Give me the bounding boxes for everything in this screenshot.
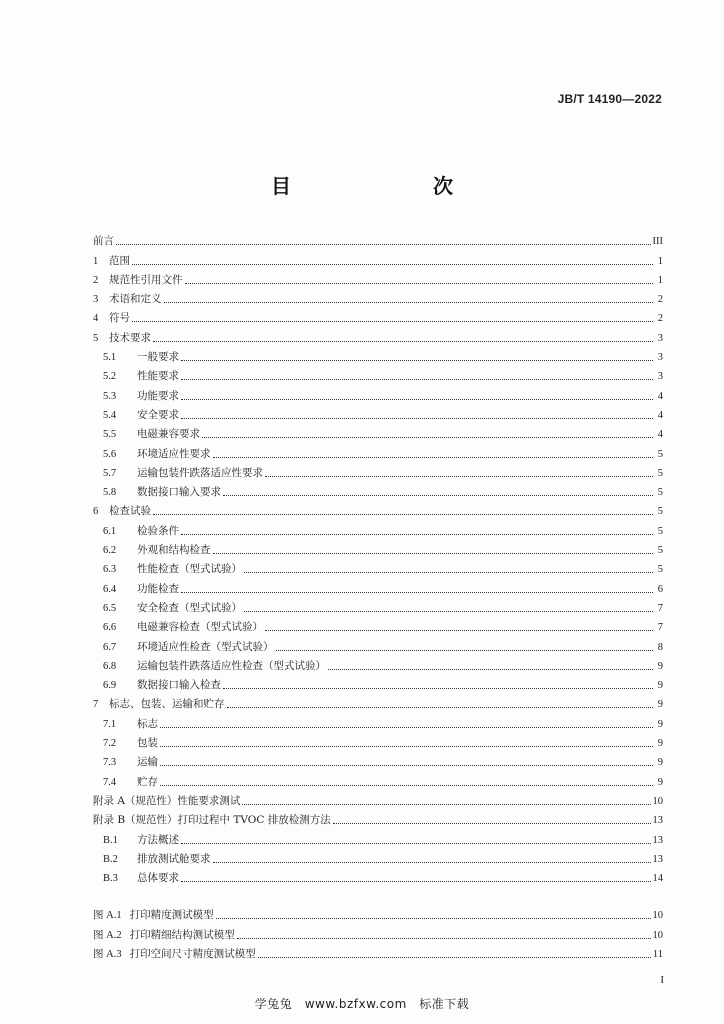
- toc-entry-title: 运输包装件跌落适应性要求: [137, 466, 263, 479]
- toc-entry-number: 5.8: [103, 487, 117, 499]
- toc-entry-number: 5.5: [103, 429, 117, 441]
- toc-entry-page: 9: [657, 738, 663, 750]
- toc-entry-page: 2: [657, 294, 663, 306]
- toc-entry-page: 4: [657, 429, 663, 441]
- toc-entry-page: 5: [657, 525, 663, 537]
- toc-entry-page: 9: [657, 757, 663, 769]
- dot-leader: [181, 843, 651, 844]
- toc-entry-number: 5: [93, 332, 99, 344]
- dot-leader: [328, 669, 653, 670]
- toc-entry[interactable]: [93, 634, 663, 653]
- toc-entry[interactable]: [93, 518, 663, 537]
- toc-entry-page: 3: [657, 371, 663, 383]
- dot-leader: [213, 862, 651, 863]
- toc-entry-title: 附录 A（规范性）性能要求测试: [93, 794, 241, 807]
- dot-leader: [160, 727, 653, 728]
- dot-leader: [185, 283, 654, 284]
- toc-entry-title: 标志、包装、运输和贮存: [109, 698, 225, 711]
- toc-entry-title: 标志: [137, 717, 158, 730]
- toc-entry-title: 检查试验: [109, 505, 151, 518]
- toc-entry[interactable]: [93, 287, 663, 306]
- dot-leader: [202, 437, 653, 438]
- toc-entry[interactable]: [93, 461, 663, 480]
- dot-leader: [181, 534, 653, 535]
- toc-entry-title: 包装: [137, 737, 158, 750]
- dot-leader: [223, 688, 653, 689]
- toc-entry[interactable]: [93, 441, 663, 460]
- dot-leader: [132, 321, 653, 322]
- toc-entry-title: 功能要求: [137, 389, 179, 402]
- toc-entry-title: 打印精度测试模型: [129, 909, 214, 922]
- section-gap: [93, 885, 663, 903]
- toc-entry-title: 方法概述: [137, 833, 179, 846]
- toc-entry-page: 13: [652, 834, 663, 846]
- toc-entry-title: 外观和结构检查: [137, 544, 211, 557]
- toc-entry-number: 6.2: [103, 545, 117, 557]
- toc-entry-title: 检验条件: [137, 524, 179, 537]
- toc-entry-title: 性能要求: [137, 370, 179, 383]
- toc-entry[interactable]: [93, 808, 663, 827]
- dot-leader: [164, 302, 654, 303]
- toc-entry-title: 功能检查: [137, 582, 179, 595]
- toc-entry-page: 3: [657, 332, 663, 344]
- toc-entry-number: 6.4: [103, 583, 117, 595]
- toc-entry-page: 14: [652, 873, 663, 885]
- toc-entry-page: 13: [652, 853, 663, 865]
- dot-leader: [116, 244, 651, 245]
- toc-entry[interactable]: [93, 654, 663, 673]
- toc-entry-title: 性能检查（型式试验）: [137, 563, 242, 576]
- dot-leader: [132, 264, 653, 265]
- dot-leader: [244, 572, 653, 573]
- toc-entry-number: 6.7: [103, 641, 117, 653]
- dot-leader: [216, 918, 651, 919]
- toc-entry-page: 7: [657, 622, 663, 634]
- toc-entry[interactable]: [93, 306, 663, 325]
- toc-entry-title: 环境适应性要求: [137, 447, 211, 460]
- toc-entry[interactable]: [93, 673, 663, 692]
- toc-entry-title: 范围: [109, 254, 130, 267]
- toc-entry-number: 图 A.1: [93, 910, 122, 922]
- toc-entry[interactable]: [93, 789, 663, 808]
- table-of-contents: [93, 229, 663, 961]
- toc-entry-page: 1: [657, 255, 663, 267]
- toc-entry-title: 总体要求: [137, 872, 179, 885]
- toc-entry-title: 环境适应性检查（型式试验）: [137, 640, 274, 653]
- toc-entry-title: 数据接口输入要求: [137, 486, 221, 499]
- dot-leader: [258, 957, 651, 958]
- dot-leader: [242, 804, 650, 805]
- toc-entry-number: 6.8: [103, 660, 117, 672]
- toc-entry[interactable]: [93, 903, 663, 922]
- toc-entry-title: 规范性引用文件: [109, 273, 183, 286]
- toc-entry-number: 5.1: [103, 352, 117, 364]
- toc-entry[interactable]: [93, 325, 663, 344]
- toc-entry-number: B.1: [103, 834, 118, 846]
- toc-entry-title: 安全要求: [137, 408, 179, 421]
- toc-entry-page: 4: [657, 409, 663, 421]
- toc-entry-page: 5: [657, 564, 663, 576]
- toc-entry-page: 9: [657, 660, 663, 672]
- toc-entry-title: 打印精细结构测试模型: [129, 928, 235, 941]
- toc-entry-title: 电磁兼容检查（型式试验）: [137, 621, 263, 634]
- toc-entry-page: 8: [657, 641, 663, 653]
- dot-leader: [237, 938, 651, 939]
- dot-leader: [181, 592, 653, 593]
- toc-entry[interactable]: [93, 229, 663, 248]
- dot-leader: [181, 399, 653, 400]
- toc-entry-title: 运输包装件跌落适应性检查（型式试验）: [137, 659, 326, 672]
- dot-leader: [160, 746, 653, 747]
- toc-entry[interactable]: [93, 576, 663, 595]
- toc-entry-number: 5.3: [103, 390, 117, 402]
- dot-leader: [265, 476, 653, 477]
- toc-entry[interactable]: [93, 248, 663, 267]
- toc-entry[interactable]: [93, 827, 663, 846]
- toc-entry[interactable]: [93, 692, 663, 711]
- toc-entry[interactable]: [93, 769, 663, 788]
- toc-entry-number: 5.6: [103, 448, 117, 460]
- dot-leader: [181, 379, 653, 380]
- toc-entry[interactable]: [93, 847, 663, 866]
- toc-entry-page: 11: [652, 948, 663, 960]
- toc-entry[interactable]: [93, 268, 663, 287]
- toc-entry-title: 运输: [137, 756, 158, 769]
- toc-entry-page: 5: [657, 448, 663, 460]
- toc-entry-number: 3: [93, 294, 99, 306]
- dot-leader: [227, 707, 654, 708]
- toc-entry-title: 电磁兼容要求: [137, 428, 200, 441]
- toc-entry-number: 7.2: [103, 738, 117, 750]
- toc-entry[interactable]: [93, 557, 663, 576]
- toc-entry-number: 2: [93, 274, 99, 286]
- dot-leader: [160, 785, 653, 786]
- toc-entry-page: 9: [657, 699, 663, 711]
- toc-entry-number: 6: [93, 506, 99, 518]
- toc-entry-title: 附录 B（规范性）打印过程中 TVOC 排放检测方法: [93, 814, 331, 827]
- dot-leader: [153, 341, 653, 342]
- toc-entry[interactable]: [93, 480, 663, 499]
- toc-entry-title: 前言: [93, 235, 114, 248]
- toc-entry-page: 10: [652, 795, 663, 807]
- toc-entry-title: 符号: [109, 312, 130, 325]
- toc-entry[interactable]: [93, 383, 663, 402]
- toc-entry[interactable]: [93, 499, 663, 518]
- dot-leader: [181, 360, 653, 361]
- toc-entry-page: 5: [657, 506, 663, 518]
- toc-entry-page: 5: [657, 545, 663, 557]
- toc-entry[interactable]: [93, 422, 663, 441]
- toc-entry[interactable]: [93, 942, 663, 961]
- toc-entry-title: 打印空间尺寸精度测试模型: [129, 947, 256, 960]
- toc-entry-number: 7.1: [103, 718, 117, 730]
- dot-leader: [213, 553, 654, 554]
- toc-entry-page: 10: [652, 910, 663, 922]
- page-number: I: [660, 974, 664, 986]
- toc-entry[interactable]: [93, 750, 663, 769]
- toc-entry-number: B.2: [103, 853, 118, 865]
- document-code: JB/T 14190—2022: [557, 92, 662, 106]
- toc-entry-number: 5.7: [103, 467, 117, 479]
- toc-entry-number: 6.5: [103, 602, 117, 614]
- toc-entry-title: 安全检查（型式试验）: [137, 601, 242, 614]
- toc-entry-number: 6.6: [103, 622, 117, 634]
- toc-entry-page: 9: [657, 718, 663, 730]
- toc-entry-number: 6.1: [103, 525, 117, 537]
- page-title: 目 次: [271, 174, 487, 198]
- toc-entry-page: 2: [657, 313, 663, 325]
- toc-entry-page: 6: [657, 583, 663, 595]
- toc-entry-title: 数据接口输入检查: [137, 679, 221, 692]
- toc-entry-number: 7: [93, 699, 99, 711]
- toc-entry-number: 4: [93, 313, 99, 325]
- dot-leader: [223, 495, 653, 496]
- dot-leader: [276, 650, 654, 651]
- toc-entry-page: 9: [657, 776, 663, 788]
- watermark-text: 学兔兔 www.bzfxw.com 标准下载: [254, 997, 470, 1011]
- dot-leader: [333, 823, 651, 824]
- dot-leader: [213, 457, 654, 458]
- toc-entry-page: 9: [657, 680, 663, 692]
- toc-entry-title: 技术要求: [109, 331, 151, 344]
- toc-entry-number: 图 A.3: [93, 948, 122, 960]
- toc-entry[interactable]: [93, 345, 663, 364]
- toc-entry-page: 4: [657, 390, 663, 402]
- toc-entry[interactable]: [93, 403, 663, 422]
- dot-leader: [265, 630, 653, 631]
- toc-entry-page: 5: [657, 467, 663, 479]
- toc-entry-number: 5.2: [103, 371, 117, 383]
- toc-entry[interactable]: [93, 922, 663, 941]
- toc-entry[interactable]: [93, 731, 663, 750]
- dot-leader: [244, 611, 653, 612]
- toc-entry[interactable]: [93, 364, 663, 383]
- dot-leader: [153, 514, 653, 515]
- toc-entry-number: 1: [93, 255, 99, 267]
- toc-entry-page: 3: [657, 352, 663, 364]
- toc-entry-page: 10: [652, 929, 663, 941]
- toc-entry-title: 术语和定义: [109, 293, 162, 306]
- toc-entry-number: 图 A.2: [93, 929, 122, 941]
- toc-entry-number: B.3: [103, 873, 118, 885]
- toc-entry-number: 6.3: [103, 564, 117, 576]
- dot-leader: [181, 881, 651, 882]
- toc-entry[interactable]: [93, 538, 663, 557]
- toc-entry-number: 7.3: [103, 757, 117, 769]
- dot-leader: [160, 765, 653, 766]
- toc-entry-page: 13: [652, 815, 663, 827]
- toc-entry[interactable]: [93, 596, 663, 615]
- toc-entry-number: 6.9: [103, 680, 117, 692]
- toc-entry-title: 排放测试舱要求: [137, 852, 211, 865]
- toc-entry-number: 5.4: [103, 409, 117, 421]
- toc-entry[interactable]: [93, 615, 663, 634]
- toc-entry-page: 1: [657, 274, 663, 286]
- toc-entry[interactable]: [93, 866, 663, 885]
- toc-entry-page: III: [652, 236, 663, 248]
- dot-leader: [181, 418, 653, 419]
- toc-entry-title: 一般要求: [137, 351, 179, 364]
- toc-entry[interactable]: [93, 711, 663, 730]
- toc-entry-page: 7: [657, 602, 663, 614]
- toc-entry-number: 7.4: [103, 776, 117, 788]
- toc-entry-page: 5: [657, 487, 663, 499]
- toc-entry-title: 贮存: [137, 775, 158, 788]
